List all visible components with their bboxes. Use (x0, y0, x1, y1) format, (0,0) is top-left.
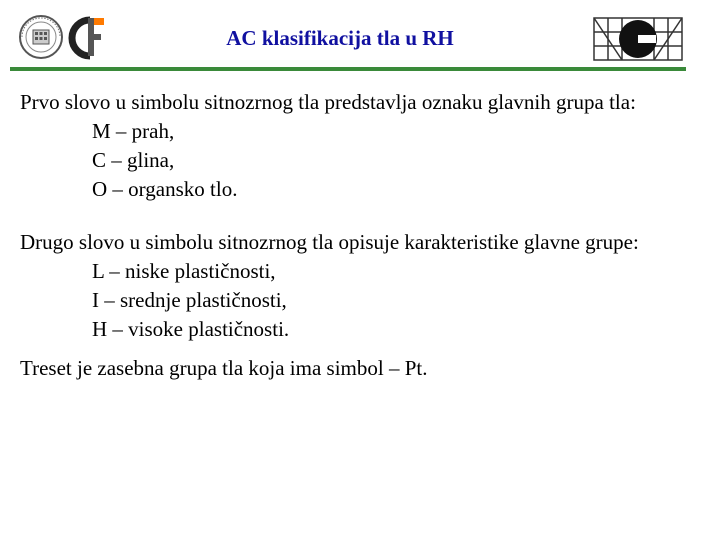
list-item: I – srednje plastičnosti, (92, 288, 287, 312)
institute-logo-icon (592, 14, 686, 64)
slide-body (20, 88, 700, 383)
list-item: H – visoke plastičnosti. (92, 317, 290, 341)
list-item: O – organsko tlo. (92, 177, 238, 201)
paragraph-main-groups: Prvo slovo u simbolu sitnozrnog tla predstavlja oznaku glavnih grupa tla: (20, 90, 636, 114)
header-divider (10, 67, 686, 71)
list-item: C – glina, (92, 148, 175, 172)
list-item: L – niske plastičnosti, (92, 259, 276, 283)
page-title: AC klasifikacija tla u RH (226, 26, 454, 50)
paragraph-plasticity: Drugo slovo u simbolu sitnozrnog tla opisuje karakteristike glavne grupe: (20, 230, 639, 254)
list-item: M – prah, (92, 119, 175, 143)
paragraph-peat: Treset je zasebna grupa tla koja ima simbol – Pt. (20, 356, 428, 380)
slide-header (0, 0, 720, 75)
